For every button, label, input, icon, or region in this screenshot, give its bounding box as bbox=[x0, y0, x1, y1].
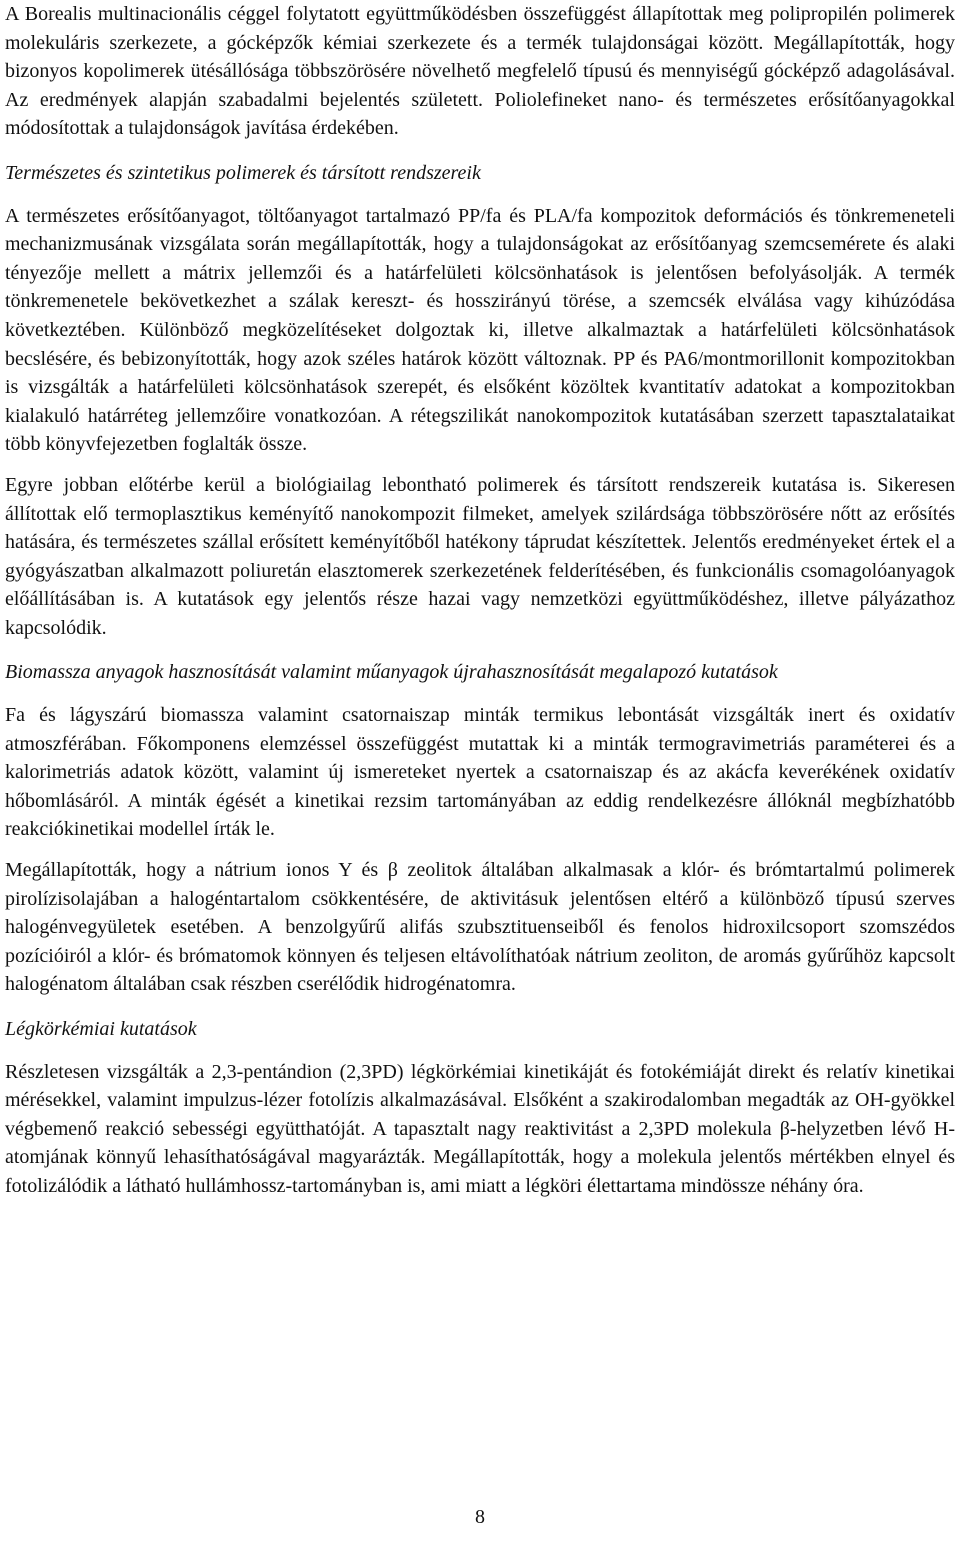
section-heading-natural-synthetic-polymers: Természetes és szintetikus polimerek és társított rendszereik bbox=[5, 161, 481, 184]
paragraph-biomass: Fa és lágyszárú biomassza valamint csatornaiszap minták termikus lebontását vizsgálták inert és oxidatív atmoszférában. Főkomponens elemzéssel összefüggést mutattak ki a minták termogravimetriás paraméterei és a kalorimetriás adatok között, valamint új ismereteket nyertek a csatornaiszap és az akácfa keverékének oxidatív hőbomlásáról. A minták égését a kinetikai rezsim tartományában az eddig rendelkezésre állóknál megbízhatóbb reakciókinetikai modellel írták le. bbox=[5, 704, 955, 841]
section-heading-biomass-recycling: Biomassza anyagok hasznosítását valamint műanyagok újrahasznosítását megalapozó kutatások bbox=[5, 661, 778, 684]
paragraph-biodegradable: Egyre jobban előtérbe kerül a biológiailag lebontható polimerek és társított rendszereik kutatása is. Sikeresen állítottak elő termoplasztikus keményítő nanokompozit filmeket, amelyek szilárdsága többszörösére nőtt az erősítés hatására, és természetes szállal erősített keményítőből hatékony táprudat készítettek. Jelentős eredményeket értek el a gyógyászatban alkalmazott poliuretán elasztomerek szerkezetének felderítésében, és funkcionális csomagolóanyagok előállításában is. A kutatások egy jelentős része hazai vagy nemzetközi együttműködéshez, illetve pályázathoz kapcsolódik. bbox=[5, 473, 955, 639]
section-heading-atmospheric-chemistry: Légkörkémiai kutatások bbox=[5, 1018, 197, 1040]
document-page bbox=[5, 0, 955, 1201]
paragraph-pentanedione: Részletesen vizsgálták a 2,3-pentándion (2,3PD) légkörkémiai kinetikáját és fotokémiáját direkt és relatív kinetikai mérésekkel, valamint impulzus-lézer fotolízis alkalmazásával. Elsőként a szakirodalomban megadták az OH-gyökkel végbemenő reakció sebességi együtthatóját. A tapasztalt nagy reaktivitást a 2,3PD molekula β-helyzetben lévő H-atomjának könnyű lehasíthatóságával magyarázták. Megállapították, hogy a molekula jelentős mértékben elnyel és fotolizálódik a látható hullámhossz-tartományban is, ami miatt a légköri élettartama mindössze néhány óra. bbox=[5, 1060, 955, 1197]
paragraph-intro: A Borealis multinacionális céggel folytatott együttműködésben összefüggést állapítottak meg polipropilén polimerek molekuláris szerkezete, a gócképzők kémiai szerkezete és a termék tulajdonságai között. Megállapították, hogy bizonyos kopolimerek ütésállósága többszörösére növelhető megfelelő típusú és mennyiségű gócképző adagolásával. Az eredmények alapján szabadalmi bejelentés született. Poliolefineket nano- és természetes erősítőanyagokkal módosítottak a tulajdonságok javítása érdekében. bbox=[5, 3, 955, 140]
page-number: 8 bbox=[475, 1506, 485, 1528]
paragraph-composites: A természetes erősítőanyagot, töltőanyagot tartalmazó PP/fa és PLA/fa kompozitok deformációs és tönkremeneteli mechanizmusának vizsgálata során megállapították, hogy a tulajdonságokat az erősítőanyag szemcsemérete és alaki tényezője mellett a mátrix jellemzői és a határfelületi kölcsönhatások is jelentősen befolyásolják. A termék tönkremenetele bekövetkezhet a szálak kereszt- és hosszirányú törése, a szemcsék elválása vagy kihúzódása következtében. Különböző megközelítéseket dolgoztak ki, illetve alkalmaztak a határfelületi kölcsönhatások becslésére, és bebizonyították, hogy azok széles határok között változnak. PP és PA6/montmorillonit kompozitokban is vizsgálták a határfelületi kölcsönhatások szerepét, és elsőként közöltek kvantitatív adatokat a kompozitokban kialakuló határréteg jellemzőire vonatkozóan. A rétegszilikát nanokompozitok kutatásában szerzett tapasztalataikat több könyvfejezetben foglalták össze. bbox=[5, 204, 955, 456]
paragraph-zeolites: Megállapították, hogy a nátrium ionos Y és β zeolitok általában alkalmasak a klór- és brómtartalmú polimerek pirolízisolajában a halogéntartalom csökkentésére, de aktivitásuk jelentősen eltérő a különböző típusú szerves halogénvegyületek esetében. A benzolgyűrű alifás szubsztituenseiből és fenolos hidroxilcsoport szomszédos pozícióiról a klór- és brómatomok könnyen és teljesen eltávolíthatóak nátrium zeoliton, de aromás gyűrűhöz kapcsolt halogénatom általában csak részben cserélődik hidrogénatomra. bbox=[5, 859, 955, 996]
